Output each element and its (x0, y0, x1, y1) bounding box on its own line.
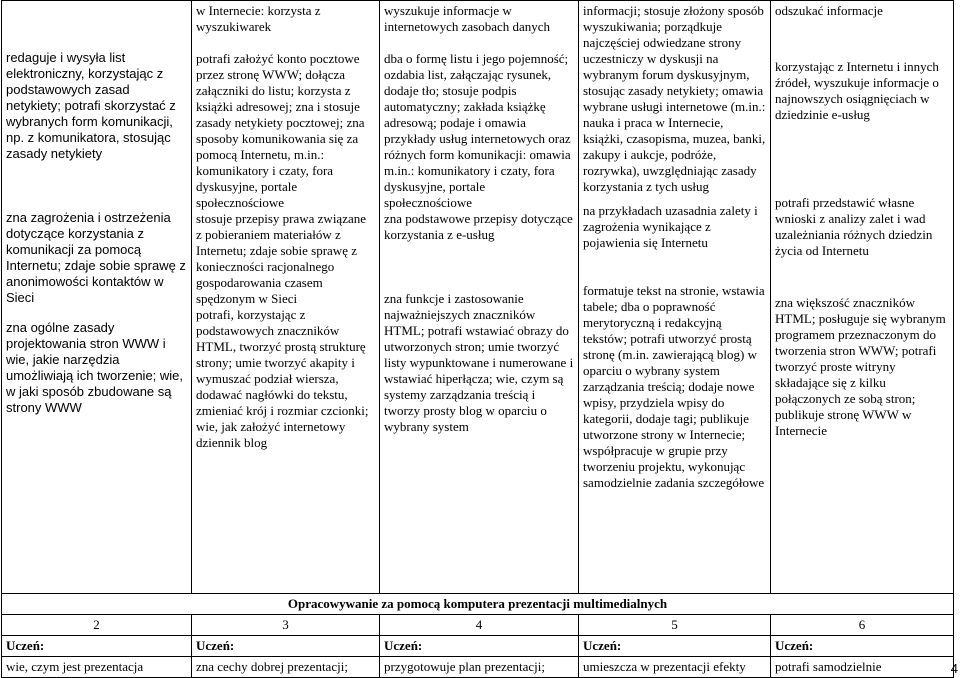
student-label: Uczeń: (192, 636, 380, 657)
grade-6-cell (771, 1, 954, 594)
grade-2-cell (2, 1, 192, 594)
grade-6-block: odszukać informacje (775, 3, 883, 18)
grade-5-cell (579, 1, 771, 594)
grade-5-block: informacji; stosuje złożony sposób wyszukiwania; porządkuje najczęściej odwiedzane strony (583, 3, 764, 50)
grade-5-block: uczestniczy w dyskusji na wybranym forum dyskusyjnym, stosując zasady netykiety; omawia wybrane usługi internetowe (m.in.: nauka i praca w Internecie, książki, czasopisma, muzea, banki, zakupy i aukcje, podróże, rozrywka), uwzględniając zasady korzystania z tych usług (583, 51, 766, 194)
grade-4-block: zna funkcje i zastosowanie najważniejszych znaczników HTML; potrafi wstawiać obrazy do utworzonych stron; umie tworzyć listy wypunktowane i numerowane i wstawiać hiperłącza; wie, czym są systemy zarządzania treścią i tworzy prosty blog w oparciu o wybrany system (384, 291, 574, 434)
grade-4-cell (380, 1, 579, 594)
grade-4-block: wyszukuje informacje w internetowych zasobach danych (384, 3, 551, 34)
grade-3-cell (192, 1, 380, 594)
grade-3-block: potrafi, korzystając z podstawowych znaczników HTML, tworzyć prostą strukturę strony; umie tworzyć akapity i wymuszać podział wiersza, dodawać nagłówki do tekstu, zmieniać krój i rozmiar czcionki; wie, jak założyć internetowy dziennik blog (196, 307, 369, 450)
grade-5-block: formatuje tekst na stronie, wstawia tabele; dba o poprawność merytoryczną i redakcyjną tekstów; potrafi utworzyć prostą stronę (m.in. zawierającą blog) w oparciu o wybrany system zarządzania treścią; dodaje nowe wpisy, przydziela wpisy do kategorii, dodaje tagi; publikuje utworzone strony w Internecie; współpracuje w grupie przy tworzeniu projektu, wykonując samodzielnie zadania szczegółowe (583, 283, 765, 490)
page-number: 4 (950, 661, 958, 676)
grade-numbers-row (2, 615, 954, 636)
grade-2-block: redaguje i wysyła list elektroniczny, korzystając z podstawowych zasad netykiety; potrafi skorzystać z wybranych form komunikacji, np. z komunikatora, stosując zasady netykiety (6, 50, 176, 161)
grade-number: 2 (2, 615, 192, 636)
student-label: Uczeń: (380, 636, 579, 657)
grade-3-block: w Internecie: korzysta z wyszukiwarek (196, 3, 321, 34)
requirements-table (1, 0, 954, 678)
student-label: Uczeń: (579, 636, 771, 657)
grade-3-block: stosuje przepisy prawa związane z pobieraniem materiałów z Internetu; zdaje sobie sprawę z konieczności racjonalnego gospodarowania czasem spędzonym w Sieci (196, 211, 367, 306)
section-title-row (2, 594, 954, 615)
grade-4-block: dba o formę listu i jego pojemność; ozdabia list, załączając rysunek, dodaje tło; stosuje podpis automatyczny; zakłada książkę adresową; podaje i omawia przykłady usług internetowych oraz różnych form komunikacji: omawia m.in.: komunikatory i czaty, fora dyskusyjne, portale społecznościowe (384, 51, 571, 210)
section-title: Opracowywanie za pomocą komputera prezentacji multimedialnych (2, 594, 954, 615)
student-label-row (2, 636, 954, 657)
presentation-cell: potrafi samodzielnie (771, 657, 954, 678)
grade-number: 4 (380, 615, 579, 636)
requirements-row (2, 1, 954, 594)
grade-number: 3 (192, 615, 380, 636)
presentation-cell: umieszcza w prezentacji efekty (579, 657, 771, 678)
grade-2-block: zna ogólne zasady projektowania stron WWW i wie, jakie narzędzia umożliwiają ich tworzenie; wie, w jaki sposób zbudowane są strony WWW (6, 320, 184, 415)
student-label: Uczeń: (771, 636, 954, 657)
presentation-cell: zna cechy dobrej prezentacji; (192, 657, 380, 678)
grade-number: 5 (579, 615, 771, 636)
presentation-cell: wie, czym jest prezentacja (2, 657, 192, 678)
presentation-cell: przygotowuje plan prezentacji; (380, 657, 579, 678)
grade-5-block: na przykładach uzasadnia zalety i zagrożenia wynikające z pojawienia się Internetu (583, 203, 758, 250)
grade-2-block: zna zagrożenia i ostrzeżenia dotyczące korzystania z komunikacji za pomocą Internetu; zdaje sobie sprawę z anonimowości kontaktów w Sieci (6, 210, 186, 305)
presentation-row (2, 657, 954, 678)
grade-number: 6 (771, 615, 954, 636)
grade-6-block: zna większość znaczników HTML; posługuje się wybranym programem przeznaczonym do tworzenia stron WWW; potrafi tworzyć proste witryny składające się z kilku połączonych ze sobą stron; publikuje stronę WWW w Internecie (775, 295, 946, 438)
grade-3-block: potrafi założyć konto pocztowe przez stronę WWW; dołącza załączniki do listu; korzysta z książki adresowej; zna i stosuje zasady netykiety pocztowej; zna sposoby komunikowania się za pomocą Internetu, m.in.: komunikatory i czaty, fora dyskusyjne, portale społecznościowe (196, 51, 365, 210)
student-label: Uczeń: (2, 636, 192, 657)
grade-6-block: korzystając z Internetu i innych źródeł, wyszukuje informacje o najnowszych osiągnięciach w dziedzinie e-usług (775, 59, 939, 122)
grade-6-block: potrafi przedstawić własne wnioski z analizy zalet i wad uzależniania różnych dziedzin życia od Internetu (775, 195, 933, 258)
grade-4-block: zna podstawowe przepisy dotyczące korzystania z e-usług (384, 211, 573, 242)
